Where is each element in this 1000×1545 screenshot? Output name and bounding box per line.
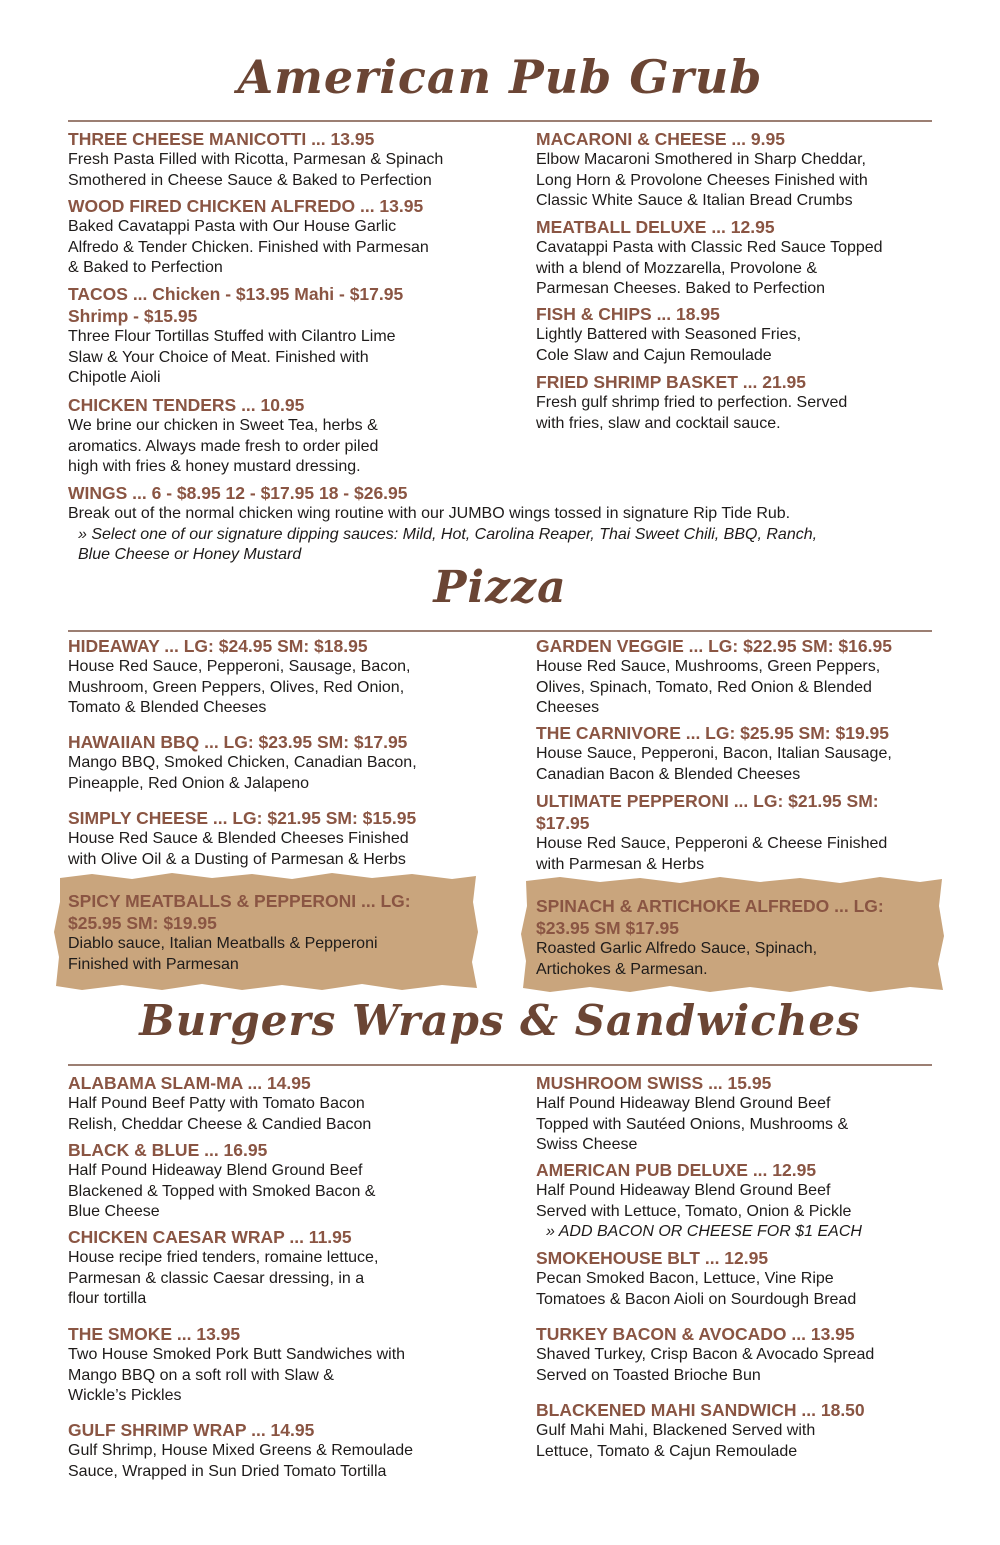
item-description: House Red Sauce, Pepperoni & Cheese Finished with Parmesan & Herbs [536, 835, 888, 873]
section-divider [68, 1064, 932, 1066]
item-name: THE CARNIVORE ... LG: $25.95 SM: $19.95 [536, 723, 890, 743]
item-description: House Sauce, Pepperoni, Bacon, Italian Sausage, Canadian Bacon & Blended Cheeses [536, 745, 892, 783]
item-description: Roasted Garlic Alfredo Sauce, Spinach, Artichokes & Parmesan. [536, 940, 818, 978]
item-description: House recipe fried tenders, romaine lettuce, Parmesan & classic Caesar dressing, in a flour tortilla [68, 1249, 379, 1307]
menu-item-gulf-shrimp-wrap [68, 1419, 508, 1482]
item-name: ALABAMA SLAM-MA ... 14.95 [68, 1073, 311, 1093]
item-description: Two House Smoked Pork Butt Sandwiches with Mango BBQ on a soft roll with Slaw & Wickle’s Pickles [68, 1346, 406, 1404]
section-title-burgers-wraps-sandwiches: Burgers Wraps & Sandwiches [139, 996, 861, 1045]
menu-item-blackened-mahi-sandwich [536, 1399, 936, 1462]
menu-item-the-smoke [68, 1323, 508, 1407]
menu-item-fried-shrimp-basket [536, 371, 936, 434]
menu-item-black-and-blue [68, 1139, 508, 1223]
menu-item-alabama-slam-ma [68, 1072, 508, 1135]
menu-item-hawaiian-bbq-pizza [68, 731, 508, 794]
item-name: WOOD FIRED CHICKEN ALFREDO ... 13.95 [68, 196, 424, 216]
item-description: Half Pound Hideaway Blend Ground Beef Topped with Sautéed Onions, Mushrooms & Swiss Cheese [536, 1095, 849, 1153]
item-note: » ADD BACON OR CHEESE FOR $1 EACH [546, 1223, 862, 1240]
item-note: » Select one of our signature dipping sauces: Mild, Hot, Carolina Reaper, Thai Sweet Chili, BBQ, Ranch, Blue Cheese or Honey Mustard [78, 525, 818, 563]
item-description: Fresh gulf shrimp fried to perfection. Served with fries, slaw and cocktail sauce. [536, 394, 848, 432]
item-description: Cavatappi Pasta with Classic Red Sauce Topped with a blend of Mozzarella, Provolone & Parmesan Cheeses. Baked to Perfection [536, 239, 883, 297]
menu-item-fish-and-chips [536, 303, 936, 366]
item-description: Mango BBQ, Smoked Chicken, Canadian Bacon, Pineapple, Red Onion & Jalapeno [68, 754, 417, 792]
item-name: SPICY MEATBALLS & PEPPERONI ... LG: $25.95 SM: $19.95 [68, 891, 411, 933]
item-description: Half Pound Hideaway Blend Ground Beef Blackened & Topped with Smoked Bacon & Blue Cheese [68, 1162, 376, 1220]
item-name: MUSHROOM SWISS ... 15.95 [536, 1073, 772, 1093]
item-description: House Red Sauce & Blended Cheeses Finished with Olive Oil & a Dusting of Parmesan & Herbs [68, 830, 409, 868]
menu-item-wings [68, 482, 938, 566]
menu-item-chicken-tenders [68, 394, 508, 478]
item-description: House Red Sauce, Pepperoni, Sausage, Bacon, Mushroom, Green Peppers, Olives, Red Onion, Tomato & Blended Cheeses [68, 658, 411, 716]
menu-item-spinach-artichoke-alfredo-pizza [536, 895, 936, 980]
item-description: Gulf Shrimp, House Mixed Greens & Remoulade Sauce, Wrapped in Sun Dried Tomato Tortilla [68, 1442, 414, 1480]
menu-item-wood-fired-chicken-alfredo [68, 195, 508, 279]
menu-item-spicy-meatballs-pepperoni-pizza [68, 890, 468, 975]
item-name: CHICKEN CAESAR WRAP ... 11.95 [68, 1227, 352, 1247]
menu-item-macaroni-and-cheese [536, 128, 936, 212]
item-description: Baked Cavatappi Pasta with Our House Garlic Alfredo & Tender Chicken. Finished with Parmesan & Baked to Perfection [68, 218, 429, 276]
menu-item-ultimate-pepperoni-pizza [536, 790, 936, 875]
menu-item-american-pub-deluxe [536, 1159, 936, 1243]
item-description: Lightly Battered with Seasoned Fries, Cole Slaw and Cajun Remoulade [536, 326, 802, 364]
menu-item-meatball-deluxe [536, 216, 936, 300]
item-name: MEATBALL DELUXE ... 12.95 [536, 217, 775, 237]
item-name: ULTIMATE PEPPERONI ... LG: $21.95 SM: $17.95 [536, 791, 879, 833]
item-name: HIDEAWAY ... LG: $24.95 SM: $18.95 [68, 636, 368, 656]
item-name: AMERICAN PUB DELUXE ... 12.95 [536, 1160, 817, 1180]
item-name: WINGS ... 6 - $8.95 12 - $17.95 18 - $26.95 [68, 483, 408, 503]
menu-item-smokehouse-blt [536, 1247, 936, 1310]
menu-item-the-carnivore-pizza [536, 722, 936, 785]
item-name: BLACK & BLUE ... 16.95 [68, 1140, 268, 1160]
item-name: TURKEY BACON & AVOCADO ... 13.95 [536, 1324, 855, 1344]
item-description: Pecan Smoked Bacon, Lettuce, Vine Ripe Tomatoes & Bacon Aioli on Sourdough Bread [536, 1270, 857, 1308]
item-name: THE SMOKE ... 13.95 [68, 1324, 241, 1344]
section-divider [68, 630, 932, 632]
item-name: SMOKEHOUSE BLT ... 12.95 [536, 1248, 769, 1268]
item-description: House Red Sauce, Mushrooms, Green Peppers, Olives, Spinach, Tomato, Red Onion & Blended Cheeses [536, 658, 881, 716]
item-name: MACARONI & CHEESE ... 9.95 [536, 129, 785, 149]
item-name: CHICKEN TENDERS ... 10.95 [68, 395, 305, 415]
item-name: FISH & CHIPS ... 18.95 [536, 304, 720, 324]
item-description: Break out of the normal chicken wing routine with our JUMBO wings tossed in signature Rip Tide Rub. [68, 505, 791, 522]
item-name: SIMPLY CHEESE ... LG: $21.95 SM: $15.95 [68, 808, 417, 828]
item-description: Elbow Macaroni Smothered in Sharp Cheddar, Long Horn & Provolone Cheeses Finished with Classic White Sauce & Italian Bread Crumbs [536, 151, 868, 209]
item-description: Half Pound Beef Patty with Tomato Bacon Relish, Cheddar Cheese & Candied Bacon [68, 1095, 372, 1133]
menu-item-turkey-bacon-avocado [536, 1323, 936, 1386]
section-title-pub-grub: American Pub Grub [237, 50, 763, 104]
menu-item-hideaway-pizza [68, 635, 508, 719]
menu-item-three-cheese-manicotti [68, 128, 508, 191]
menu-item-chicken-caesar-wrap [68, 1226, 508, 1310]
menu-item-simply-cheese-pizza [68, 807, 508, 870]
item-description: We brine our chicken in Sweet Tea, herbs & aromatics. Always made fresh to order piled high with fries & honey mustard dressing. [68, 417, 379, 475]
item-name: GULF SHRIMP WRAP ... 14.95 [68, 1420, 315, 1440]
item-description: Half Pound Hideaway Blend Ground Beef Served with Lettuce, Tomato, Onion & Pickle [536, 1182, 852, 1220]
section-divider [68, 120, 932, 122]
menu-item-mushroom-swiss [536, 1072, 936, 1156]
item-description: Three Flour Tortillas Stuffed with Cilantro Lime Slaw & Your Choice of Meat. Finished with Chipotle Aioli [68, 328, 396, 386]
item-description: Diablo sauce, Italian Meatballs & Pepperoni Finished with Parmesan [68, 935, 378, 973]
item-name: THREE CHEESE MANICOTTI ... 13.95 [68, 129, 375, 149]
section-title-pizza: Pizza [433, 562, 567, 613]
item-name: FRIED SHRIMP BASKET ... 21.95 [536, 372, 807, 392]
item-name: HAWAIIAN BBQ ... LG: $23.95 SM: $17.95 [68, 732, 408, 752]
menu-item-garden-veggie-pizza [536, 635, 936, 719]
item-description: Fresh Pasta Filled with Ricotta, Parmesan & Spinach Smothered in Cheese Sauce & Baked to Perfection [68, 151, 444, 189]
item-name: TACOS ... Chicken - $13.95 Mahi - $17.95 Shrimp - $15.95 [68, 284, 404, 326]
item-description: Shaved Turkey, Crisp Bacon & Avocado Spread Served on Toasted Brioche Bun [536, 1346, 875, 1384]
item-name: BLACKENED MAHI SANDWICH ... 18.50 [536, 1400, 865, 1420]
item-description: Gulf Mahi Mahi, Blackened Served with Lettuce, Tomato & Cajun Remoulade [536, 1422, 816, 1460]
item-name: GARDEN VEGGIE ... LG: $22.95 SM: $16.95 [536, 636, 892, 656]
item-name: SPINACH & ARTICHOKE ALFREDO ... LG: $23.95 SM $17.95 [536, 896, 884, 938]
menu-item-tacos [68, 283, 508, 389]
